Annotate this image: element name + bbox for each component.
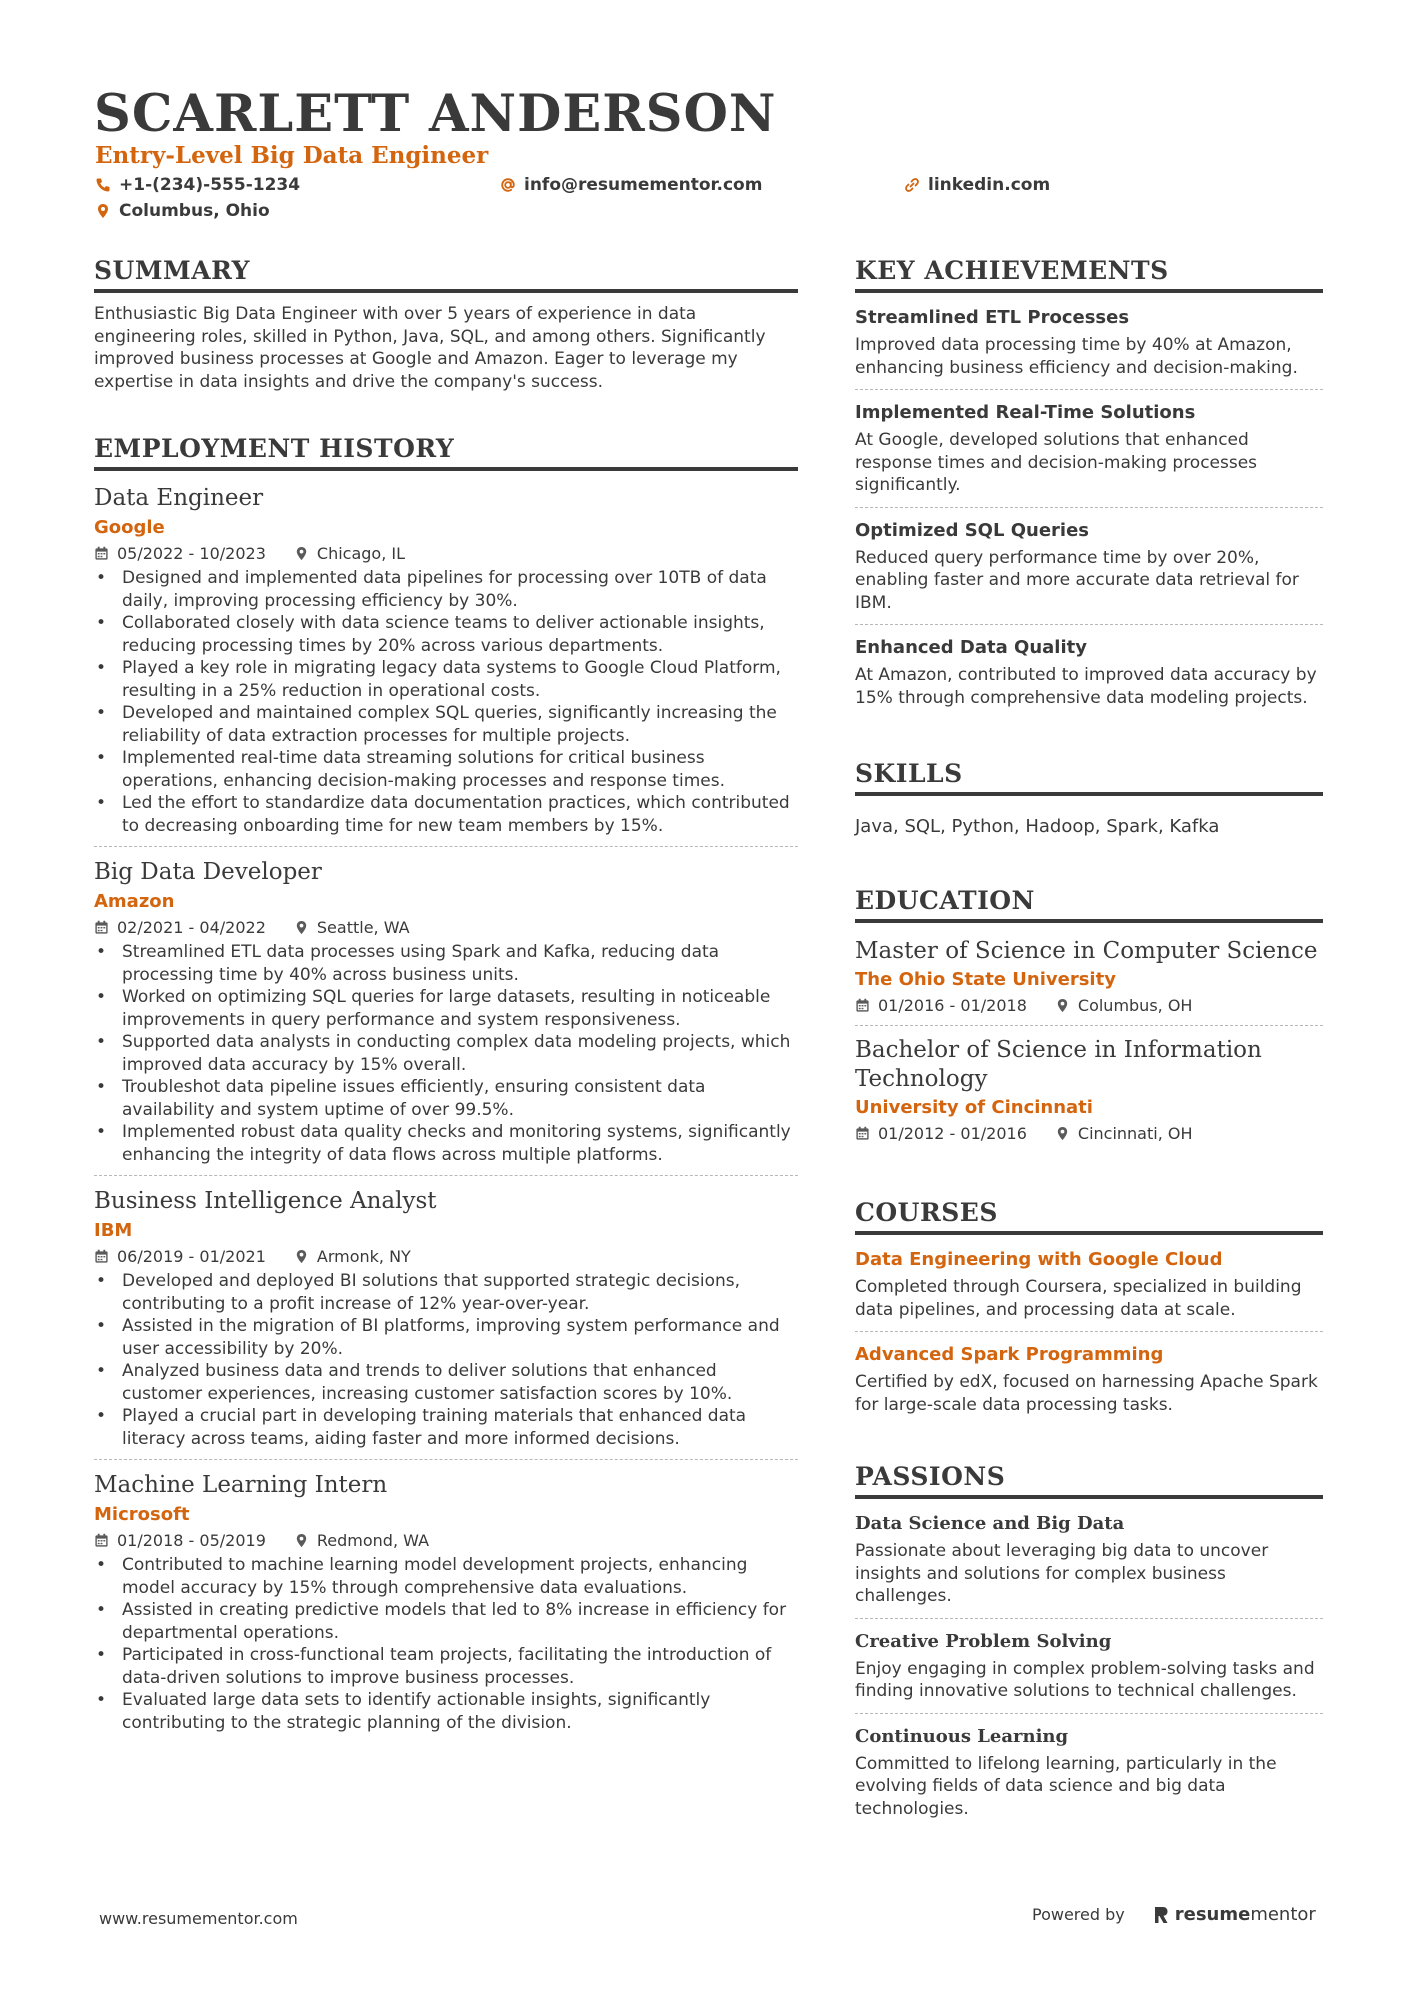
- calendar-icon: [855, 998, 870, 1013]
- summary-section: [94, 256, 798, 393]
- education-heading: EDUCATION: [855, 886, 1323, 923]
- passions-list: [855, 1513, 1323, 1820]
- divider: [855, 1331, 1323, 1332]
- date-location-row: [855, 1124, 1323, 1143]
- location-pin-icon: [294, 1533, 309, 1548]
- footer-website[interactable]: www.resumementor.com: [99, 1909, 298, 1928]
- passion-desc: Enjoy engaging in complex problem-solving tasks and finding innovative solutions to technical challenges.: [855, 1658, 1315, 1701]
- job-title: Data Engineer: [94, 485, 264, 511]
- employment-heading: EMPLOYMENT HISTORY: [94, 434, 798, 471]
- bullet-item: • Developed and maintained complex SQL queries, significantly increasing the reliability of data extraction processes for multiple projects.: [94, 702, 798, 747]
- education-item: [855, 937, 1323, 1015]
- bullet-item: • Contributed to machine learning model development projects, enhancing model accuracy by 15% through comprehensive data evaluations.: [94, 1554, 798, 1599]
- calendar-icon: [94, 920, 109, 935]
- job-bullets: [94, 567, 798, 837]
- education-item: [855, 1036, 1323, 1143]
- date-text: 01/2012 - 01/2016: [878, 1124, 1027, 1143]
- bullet-item: • Worked on optimizing SQL queries for large datasets, resulting in noticeable improvements in query performance and system responsiveness.: [94, 986, 798, 1031]
- linkedin-text: linkedin.com: [928, 175, 1051, 195]
- brand-logo[interactable]: [1153, 1904, 1316, 1925]
- location: [1055, 996, 1193, 1015]
- location-text: Seattle, WA: [316, 918, 410, 937]
- passion-desc: Passionate about leveraging big data to uncover insights and solutions for complex business challenges.: [855, 1541, 1269, 1606]
- achievement-desc: Reduced query performance time by over 20%, enabling faster and more accurate data retrieval for IBM.: [855, 547, 1299, 613]
- date-text: 01/2016 - 01/2018: [878, 996, 1027, 1015]
- candidate-role: Entry-Level Big Data Engineer: [95, 142, 489, 169]
- date-range: [94, 1531, 266, 1550]
- date-text: 05/2022 - 10/2023: [117, 544, 266, 563]
- job-entry: [94, 859, 798, 1166]
- bullet-item: • Designed and implemented data pipelines for processing over 10TB of data daily, improving processing efficiency by 30%.: [94, 567, 798, 612]
- job-title: Business Intelligence Analyst: [94, 1188, 437, 1214]
- passions-section: [855, 1462, 1323, 1820]
- company-name: Microsoft: [94, 1504, 190, 1525]
- passion-desc: Committed to lifelong learning, particularly in the evolving fields of data science and big data technologies.: [855, 1753, 1277, 1819]
- education-section: [855, 886, 1323, 1143]
- calendar-icon: [94, 1533, 109, 1548]
- location: [294, 1531, 429, 1550]
- education-list: [855, 937, 1323, 1143]
- bullet-item: • Played a crucial part in developing training materials that enhanced data literacy across teams, aiding faster and more informed decisions.: [94, 1405, 798, 1450]
- school-name: University of Cincinnati: [855, 1097, 1093, 1118]
- job-title: Big Data Developer: [94, 859, 322, 885]
- course-title: Data Engineering with Google Cloud: [855, 1249, 1223, 1270]
- course-item: [855, 1344, 1323, 1416]
- contact-phone[interactable]: [95, 175, 300, 195]
- courses-list: [855, 1249, 1323, 1416]
- location-text: Columbus, Ohio: [119, 201, 270, 221]
- achievement-desc: At Google, developed solutions that enhanced response times and decision-making processes significantly.: [855, 430, 1258, 495]
- achievements-list: [855, 307, 1323, 709]
- location-text: Chicago, IL: [316, 544, 405, 563]
- job-bullets: [94, 1554, 798, 1734]
- bullet-item: • Developed and deployed BI solutions that supported strategic decisions, contributing to a profit increase of 12% year-over-year.: [94, 1270, 798, 1315]
- course-item: [855, 1249, 1323, 1321]
- calendar-icon: [94, 546, 109, 561]
- location-text: Columbus, OH: [1077, 996, 1193, 1015]
- candidate-name: SCARLETT ANDERSON: [94, 84, 777, 144]
- bullet-item: • Played a key role in migrating legacy data systems to Google Cloud Platform, resulting in a 25% reduction in operational costs.: [94, 657, 798, 702]
- date-location-row: [94, 1531, 798, 1550]
- bullet-item: • Streamlined ETL data processes using Spark and Kafka, reducing data processing time by 40% across business units.: [94, 941, 798, 986]
- passion-item: [855, 1726, 1323, 1821]
- footer-powered: [1032, 1904, 1316, 1925]
- date-location-row: [94, 544, 798, 563]
- bullet-item: • Led the effort to standardize data documentation practices, which contributed to decreasing onboarding time for new team members by 15%.: [94, 792, 798, 837]
- achievement-title: Streamlined ETL Processes: [855, 307, 1130, 328]
- achievement-item: [855, 637, 1323, 709]
- location-pin-icon: [1055, 1126, 1070, 1141]
- date-text: 06/2019 - 01/2021: [117, 1247, 266, 1266]
- achievement-item: [855, 402, 1323, 497]
- date-range: [855, 1124, 1027, 1143]
- bullet-item: • Collaborated closely with data science teams to deliver actionable insights, reducing processing times by 20% across various departments.: [94, 612, 798, 657]
- company-name: IBM: [94, 1220, 133, 1241]
- bullet-item: • Assisted in creating predictive models that led to 8% increase in efficiency for departmental operations.: [94, 1599, 798, 1644]
- contact-email[interactable]: [500, 175, 762, 195]
- achievements-heading: KEY ACHIEVEMENTS: [855, 256, 1323, 293]
- email-text: info@resumementor.com: [524, 175, 763, 195]
- job-bullets: [94, 941, 798, 1166]
- passions-heading: PASSIONS: [855, 1462, 1323, 1499]
- courses-heading: COURSES: [855, 1198, 1323, 1235]
- achievement-title: Enhanced Data Quality: [855, 637, 1087, 658]
- job-entry: [94, 1188, 798, 1450]
- achievements-section: [855, 256, 1323, 709]
- brand-bold: resume: [1174, 1904, 1251, 1925]
- jobs-list: [94, 485, 798, 1734]
- location-pin-icon: [1055, 998, 1070, 1013]
- date-location-row: [94, 1247, 798, 1266]
- location: [294, 544, 405, 563]
- divider: [855, 1025, 1323, 1026]
- divider: [855, 1618, 1323, 1619]
- location-pin-icon: [294, 546, 309, 561]
- location-text: Redmond, WA: [316, 1531, 430, 1550]
- passion-title: Creative Problem Solving: [855, 1630, 1112, 1652]
- bullet-item: • Evaluated large data sets to identify actionable insights, significantly contributing to the strategic planning of the division.: [94, 1689, 798, 1734]
- location-pin-icon: [294, 920, 309, 935]
- bullet-item: • Participated in cross-functional team projects, facilitating the introduction of data-driven solutions to improve business processes.: [94, 1644, 798, 1689]
- location-text: Cincinnati, OH: [1077, 1124, 1193, 1143]
- powered-by-text: Powered by: [1032, 1905, 1125, 1924]
- divider: [855, 1713, 1323, 1714]
- date-range: [94, 1247, 266, 1266]
- passion-title: Data Science and Big Data: [855, 1513, 1125, 1534]
- achievement-desc: At Amazon, contributed to improved data accuracy by 15% through comprehensive data modeling projects.: [855, 665, 1317, 708]
- location: [294, 1247, 411, 1266]
- job-bullets: [94, 1270, 798, 1450]
- location-pin-icon: [294, 1249, 309, 1264]
- course-desc: Certified by edX, focused on harnessing Apache Spark for large-scale data processing tasks.: [855, 1372, 1318, 1415]
- resumementor-logo-icon: [1153, 1905, 1169, 1925]
- date-location-row: [94, 918, 798, 937]
- divider: [94, 846, 798, 847]
- calendar-icon: [855, 1126, 870, 1141]
- date-text: 01/2018 - 05/2019: [117, 1531, 266, 1550]
- date-location-row: [855, 996, 1323, 1015]
- location-text: Armonk, NY: [316, 1247, 411, 1266]
- brand-light: mentor: [1250, 1904, 1316, 1925]
- job-entry: [94, 1472, 798, 1734]
- divider: [94, 1459, 798, 1460]
- date-range: [855, 996, 1027, 1015]
- location-pin-icon: [95, 203, 111, 219]
- location: [294, 918, 410, 937]
- skills-text: Java, SQL, Python, Hadoop, Spark, Kafka: [855, 816, 1220, 837]
- bullet-item: • Implemented real-time data streaming solutions for critical business operations, enhancing decision-making processes and response times.: [94, 747, 798, 792]
- achievement-desc: Improved data processing time by 40% at Amazon, enhancing business efficiency and decision-making.: [855, 335, 1298, 378]
- date-range: [94, 918, 266, 937]
- passion-item: [855, 1513, 1323, 1608]
- courses-section: [855, 1198, 1323, 1416]
- company-name: Amazon: [94, 891, 175, 912]
- contact-linkedin[interactable]: [904, 175, 1050, 195]
- date-text: 02/2021 - 04/2022: [117, 918, 266, 937]
- contact-location: [95, 201, 270, 221]
- course-desc: Completed through Coursera, specialized in building data pipelines, and processing data at scale.: [855, 1277, 1302, 1320]
- divider: [855, 624, 1323, 625]
- link-icon: [904, 177, 920, 193]
- achievement-item: [855, 307, 1323, 379]
- divider: [855, 507, 1323, 508]
- divider: [855, 389, 1323, 390]
- divider: [94, 1175, 798, 1176]
- bullet-item: • Analyzed business data and trends to deliver solutions that enhanced customer experiences, increasing customer satisfaction scores by 10%.: [94, 1360, 798, 1405]
- bullet-item: • Implemented robust data quality checks and monitoring systems, significantly enhancing the integrity of data flows across multiple platforms.: [94, 1121, 798, 1166]
- degree-title: Bachelor of Science in Information Technology: [855, 1037, 1262, 1092]
- school-name: The Ohio State University: [855, 969, 1116, 990]
- bullet-item: • Supported data analysts in conducting complex data modeling projects, which improved data accuracy by 15% overall.: [94, 1031, 798, 1076]
- employment-section: [94, 434, 798, 1734]
- skills-heading: SKILLS: [855, 759, 1323, 796]
- passion-item: [855, 1631, 1323, 1703]
- skills-section: [855, 759, 1323, 839]
- phone-text: +1-(234)-555-1234: [119, 175, 301, 195]
- job-title: Machine Learning Intern: [94, 1472, 388, 1498]
- date-range: [94, 544, 266, 563]
- company-name: Google: [94, 517, 165, 538]
- passion-title: Continuous Learning: [855, 1725, 1069, 1747]
- bullet-item: • Troubleshot data pipeline issues efficiently, ensuring consistent data availability and system uptime of over 99.5%.: [94, 1076, 798, 1121]
- phone-icon: [95, 177, 111, 193]
- job-entry: [94, 485, 798, 837]
- achievement-title: Optimized SQL Queries: [855, 519, 1090, 541]
- summary-heading: SUMMARY: [94, 256, 798, 293]
- bullet-item: • Assisted in the migration of BI platforms, improving system performance and user accessibility by 20%.: [94, 1315, 798, 1360]
- location: [1055, 1124, 1193, 1143]
- at-icon: [500, 177, 516, 193]
- degree-title: Master of Science in Computer Science: [855, 938, 1318, 964]
- calendar-icon: [94, 1249, 109, 1264]
- achievement-title: Implemented Real-Time Solutions: [855, 402, 1196, 423]
- summary-text: Enthusiastic Big Data Engineer with over 5 years of experience in data engineering roles, skilled in Python, Java, SQL, and among others. Significantly improved business processes at Google and Amazon. Eager to leverage my expertise in data insights and drive the company's success.: [94, 304, 766, 392]
- achievement-item: [855, 520, 1323, 615]
- course-title: Advanced Spark Programming: [855, 1344, 1164, 1365]
